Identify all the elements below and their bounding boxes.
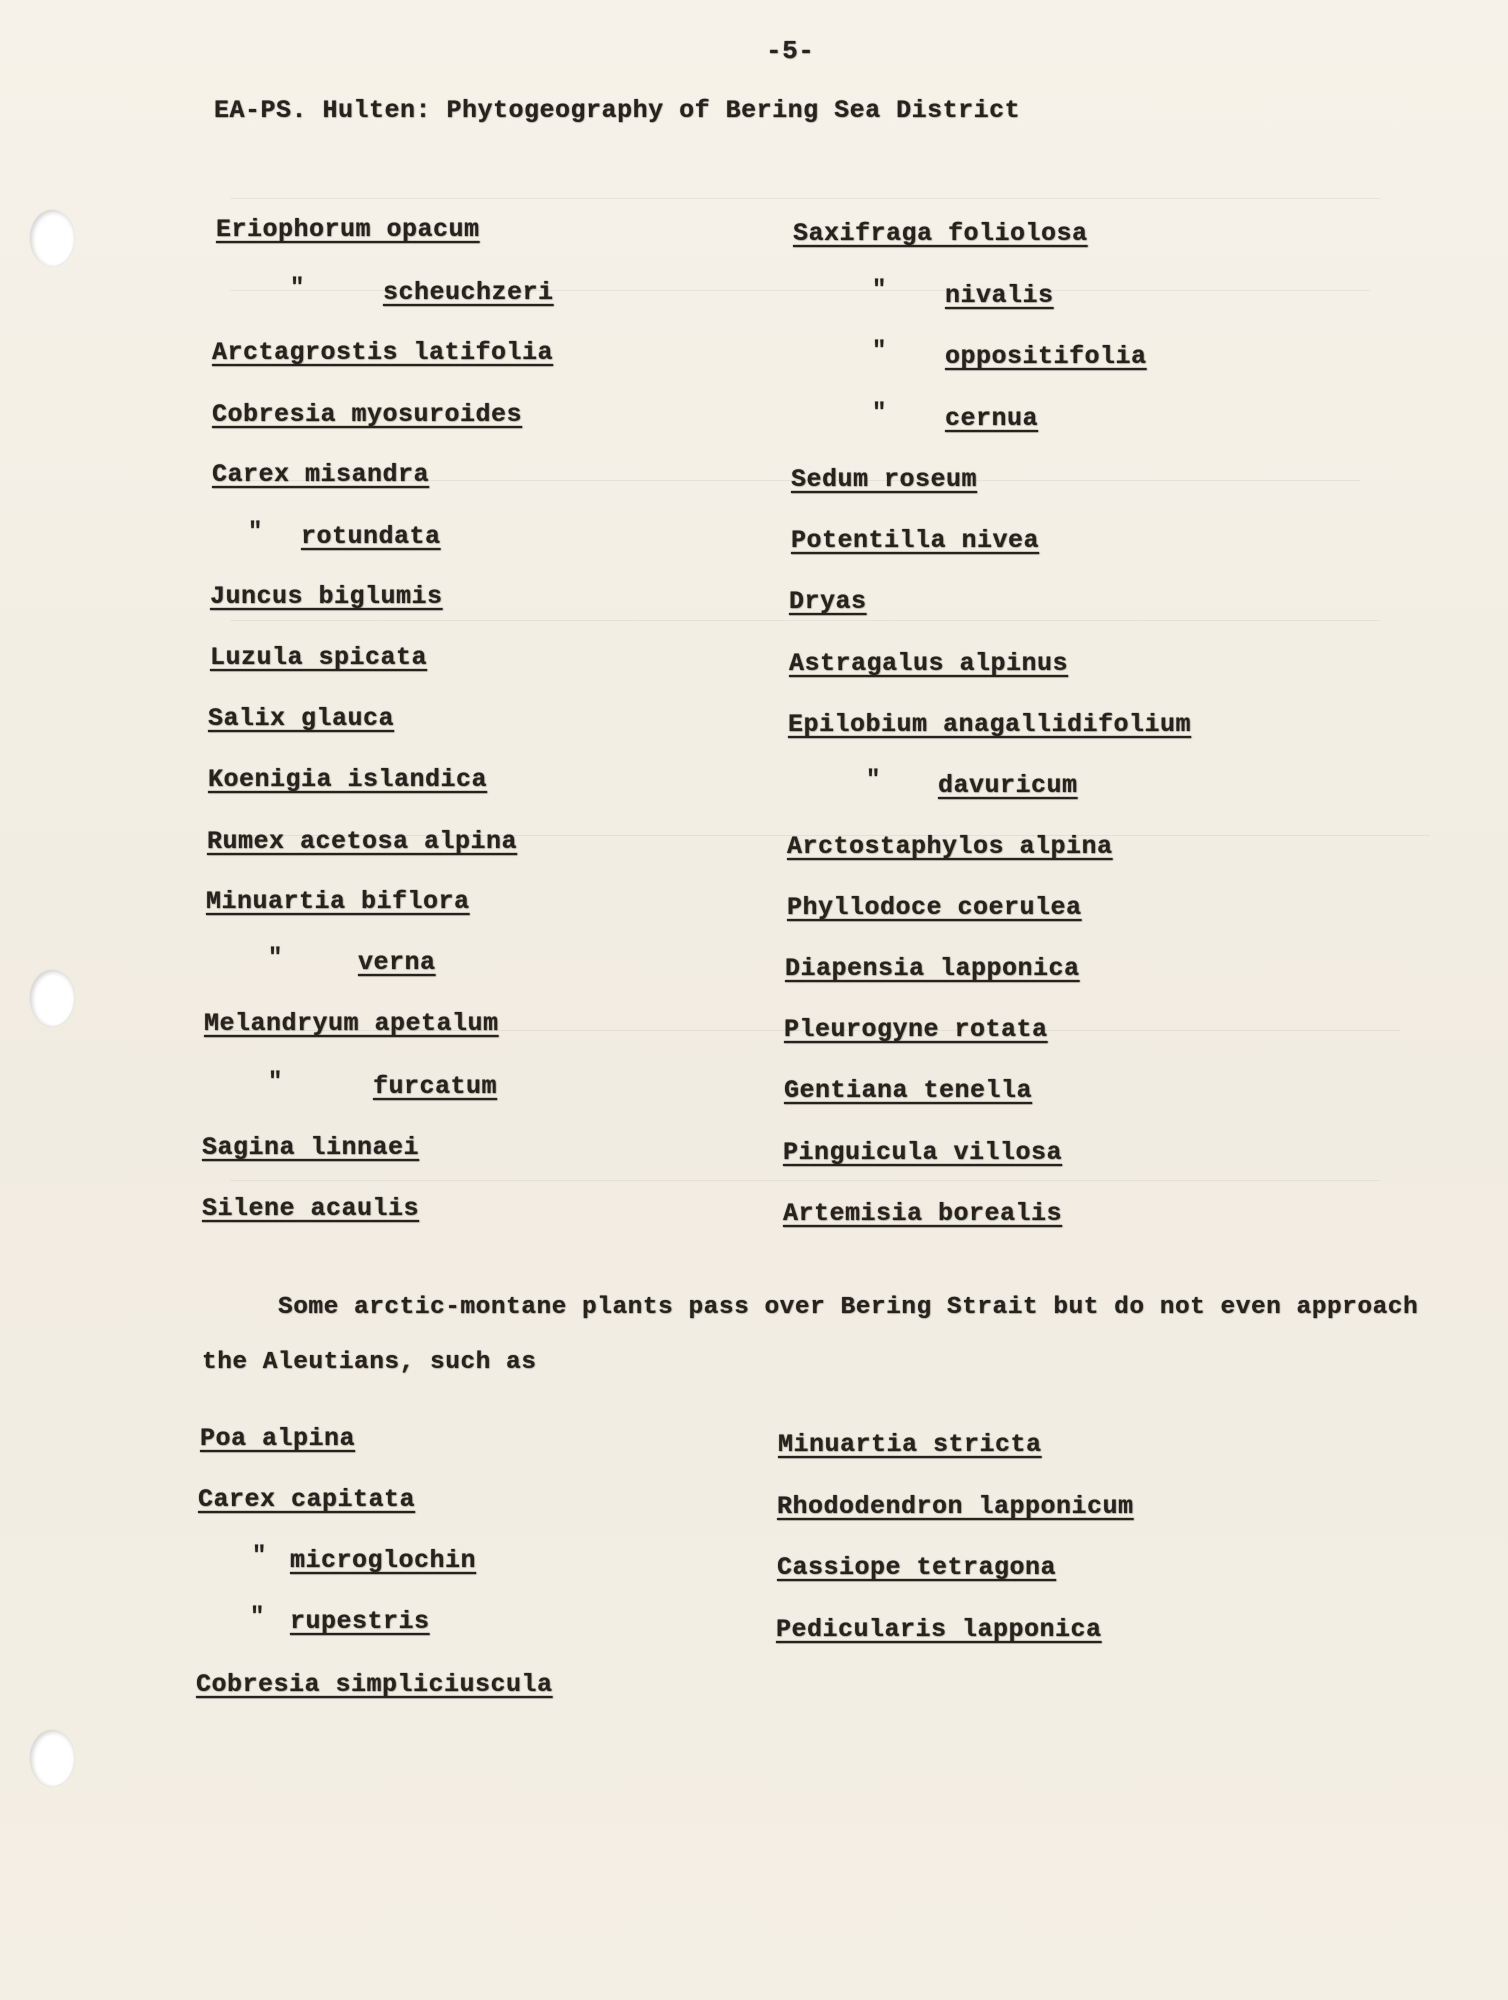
species-left-16: Sagina linnaei (202, 1133, 420, 1162)
species-right-16: Pinguicula villosa (783, 1138, 1063, 1167)
species-right-1: Saxifraga foliolosa (793, 219, 1088, 248)
species-right-11: Arctostaphylos alpina (787, 832, 1113, 861)
ditto-mark: " (268, 1069, 283, 1096)
species-left-15: furcatum (373, 1072, 498, 1101)
species2-left-3: microglochin (290, 1546, 477, 1575)
species-right-7: Dryas (789, 587, 867, 616)
species-left-7: Juncus biglumis (210, 582, 443, 611)
species-right-13: Diapensia lapponica (785, 954, 1080, 983)
species-left-6: rotundata (301, 522, 441, 551)
species2-right-1: Minuartia stricta (778, 1430, 1042, 1459)
ditto-mark: " (872, 338, 887, 365)
show-through-line (230, 198, 1380, 199)
binder-hole-middle (30, 970, 74, 1026)
ditto-mark: " (290, 275, 305, 302)
species-left-2: scheuchzeri (383, 278, 554, 307)
binder-hole-bottom (30, 1730, 74, 1786)
species2-right-4: Pedicularis lapponica (776, 1615, 1102, 1644)
show-through-line (230, 620, 1380, 621)
species-left-5: Carex misandra (212, 460, 430, 489)
species-left-8: Luzula spicata (210, 643, 428, 672)
species-right-9: Epilobium anagallidifolium (788, 710, 1192, 739)
species2-right-2: Rhododendron lapponicum (777, 1492, 1134, 1521)
paragraph-line-2: the Aleutians, such as (202, 1349, 537, 1376)
paragraph-line-1: Some arctic-montane plants pass over Bering Strait but do not even approach (278, 1294, 1419, 1321)
species-right-15: Gentiana tenella (784, 1076, 1033, 1105)
species-right-4: cernua (945, 404, 1039, 433)
species-right-5: Sedum roseum (791, 465, 978, 494)
ditto-mark: " (872, 277, 887, 304)
species-left-10: Koenigia islandica (208, 765, 488, 794)
ditto-mark: " (268, 945, 283, 972)
species-left-12: Minuartia biflora (206, 887, 470, 916)
species-right-6: Potentilla nivea (791, 526, 1040, 555)
species-right-17: Artemisia borealis (783, 1199, 1063, 1228)
species-right-8: Astragalus alpinus (789, 649, 1069, 678)
species-left-11: Rumex acetosa alpina (207, 827, 518, 856)
species-left-3: Arctagrostis latifolia (212, 338, 554, 367)
ditto-mark: " (248, 519, 263, 546)
ditto-mark: " (252, 1543, 267, 1570)
ditto-mark: " (866, 767, 881, 794)
species2-right-3: Cassiope tetragona (777, 1553, 1057, 1582)
species-left-13: verna (358, 948, 436, 977)
species-right-3: oppositifolia (945, 342, 1147, 371)
species-left-17: Silene acaulis (202, 1194, 420, 1223)
species-left-1: Eriophorum opacum (216, 215, 480, 244)
species2-left-2: Carex capitata (198, 1485, 416, 1514)
species-right-14: Pleurogyne rotata (784, 1015, 1048, 1044)
show-through-line (230, 1180, 1380, 1181)
species-left-14: Melandryum apetalum (204, 1009, 499, 1038)
species2-left-1: Poa alpina (200, 1424, 356, 1453)
species2-left-4: rupestris (290, 1607, 430, 1636)
species-left-4: Cobresia myosuroides (212, 400, 523, 429)
ditto-mark: " (250, 1604, 265, 1631)
species-left-9: Salix glauca (208, 704, 395, 733)
ditto-mark: " (872, 400, 887, 427)
species-right-2: nivalis (945, 281, 1054, 310)
species-right-12: Phyllodoce coerulea (787, 893, 1082, 922)
page-number: -5- (766, 36, 815, 66)
page-header: EA-PS. Hulten: Phytogeography of Bering Sea District (214, 96, 1021, 125)
binder-hole-top (30, 210, 74, 266)
species-right-10: davuricum (938, 771, 1078, 800)
species2-left-5: Cobresia simpliciuscula (196, 1670, 553, 1699)
